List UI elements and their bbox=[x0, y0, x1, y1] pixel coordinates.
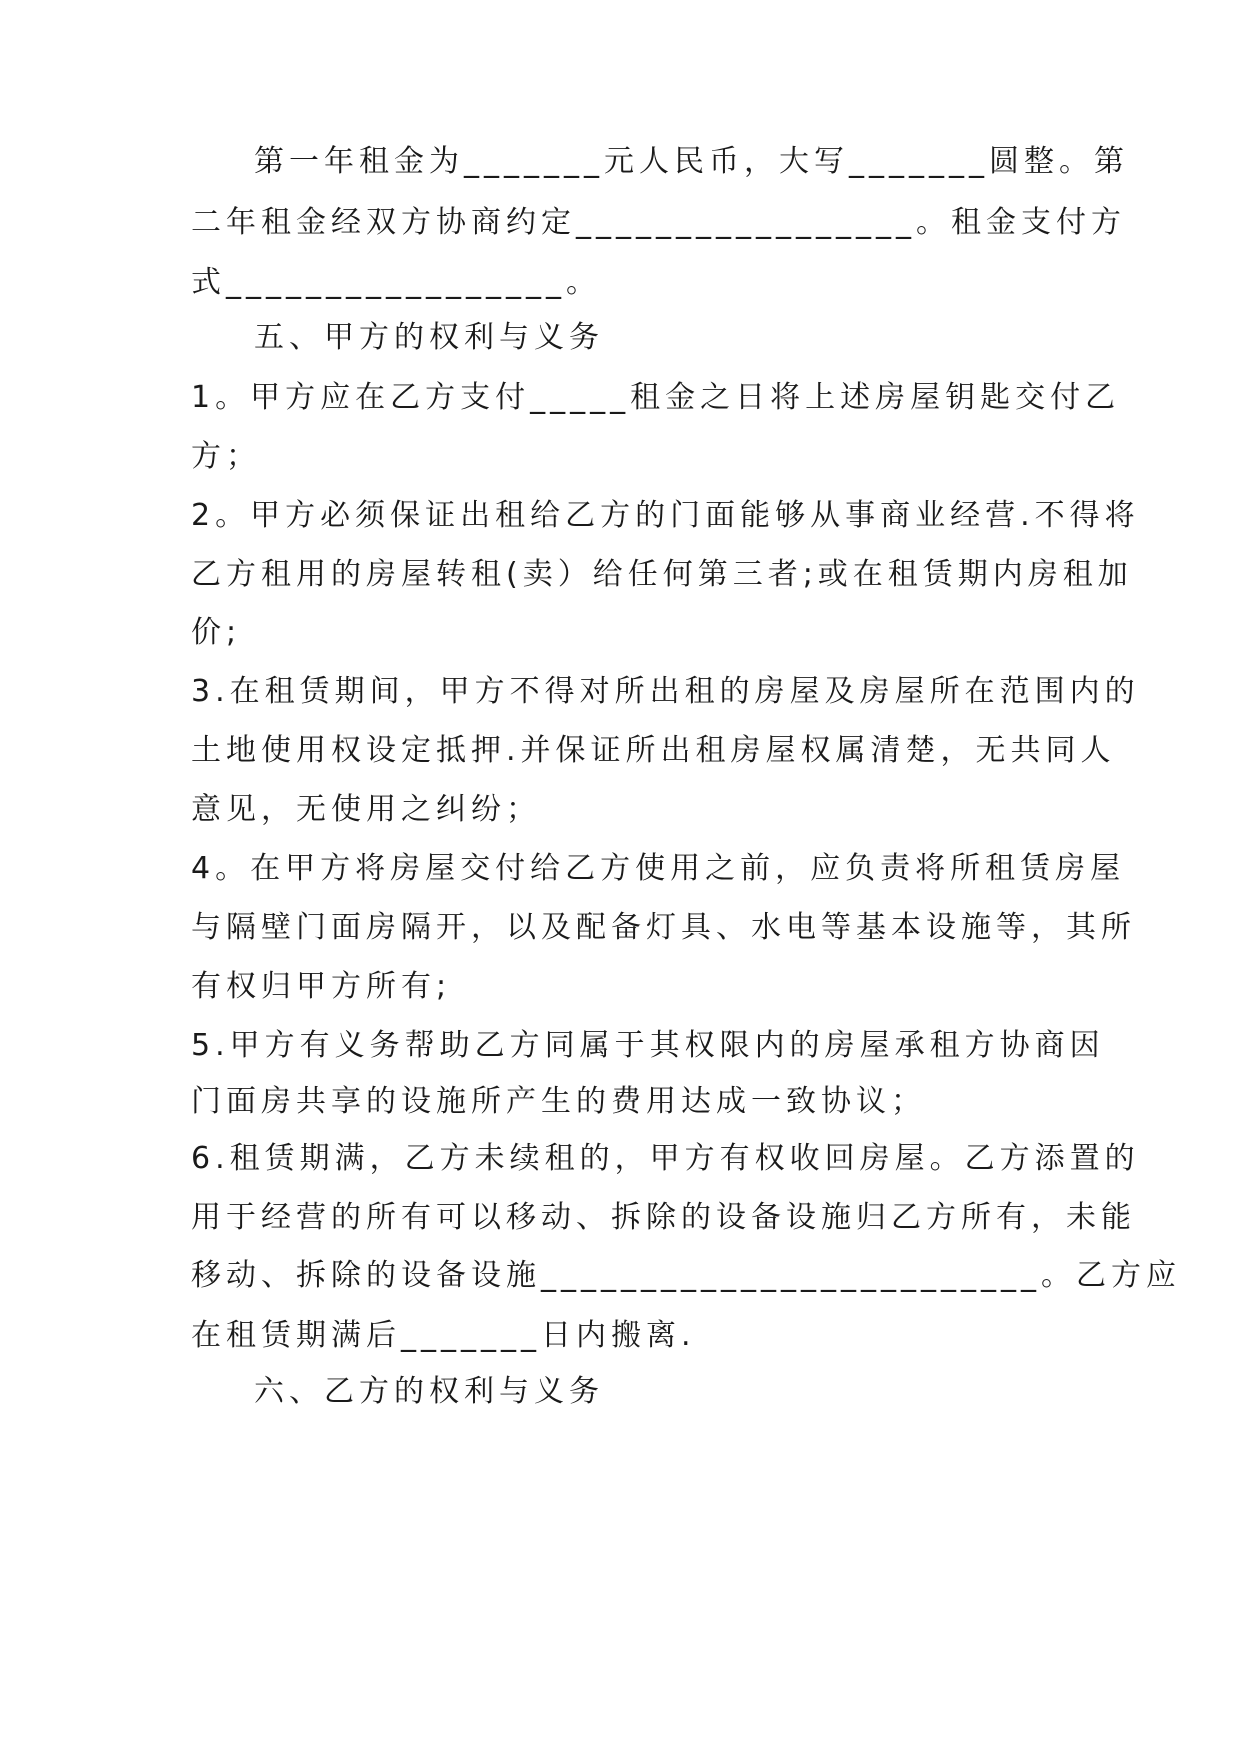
clause-2-line-3: 价; bbox=[191, 615, 242, 650]
clause-3-line-3: 意见，无使用之纠纷； bbox=[191, 792, 541, 827]
section-heading-party-a: 五、甲方的权利与义务 bbox=[254, 320, 604, 355]
clause-3-line-1: 3.在租赁期间，甲方不得对所出租的房屋及房屋所在范围内的 bbox=[191, 674, 1140, 709]
rent-second-year-line: 二年租金经双方协商约定_________________。租金支付方 bbox=[191, 205, 1126, 240]
clause-2-line-2: 乙方租用的房屋转租(卖）给任何第三者;或在租赁期内房租加 bbox=[191, 557, 1133, 592]
clause-3-line-2: 土地使用权设定抵押.并保证所出租房屋权属清楚，无共同人 bbox=[191, 733, 1116, 768]
clause-2-line-1: 2。甲方必须保证出租给乙方的门面能够从事商业经营.不得将 bbox=[191, 498, 1140, 533]
clause-6-line-3: 移动、拆除的设备设施_________________________。乙方应 bbox=[191, 1258, 1181, 1293]
clause-4-line-1: 4。在甲方将房屋交付给乙方使用之前，应负责将所租赁房屋 bbox=[191, 851, 1126, 886]
clause-1-line-2: 方； bbox=[191, 439, 261, 474]
clause-4-line-2: 与隔壁门面房隔开，以及配备灯具、水电等基本设施等，其所 bbox=[191, 910, 1136, 945]
clause-5-line-1: 5.甲方有义务帮助乙方同属于其权限内的房屋承租方协商因 bbox=[191, 1028, 1105, 1063]
rent-first-year-line: 第一年租金为_______元人民币，大写_______圆整。第 bbox=[254, 144, 1129, 179]
rent-payment-method-line: 式_________________。 bbox=[191, 265, 601, 300]
clause-4-line-3: 有权归甲方所有; bbox=[191, 969, 452, 1004]
clause-1-line-1: 1。甲方应在乙方支付_____租金之日将上述房屋钥匙交付乙 bbox=[191, 380, 1121, 415]
section-heading-party-b: 六、乙方的权利与义务 bbox=[254, 1374, 604, 1409]
clause-5-line-2: 门面房共享的设施所产生的费用达成一致协议； bbox=[191, 1084, 926, 1119]
clause-6-line-1: 6.租赁期满，乙方未续租的，甲方有权收回房屋。乙方添置的 bbox=[191, 1141, 1140, 1176]
clause-6-line-2: 用于经营的所有可以移动、拆除的设备设施归乙方所有，未能 bbox=[191, 1200, 1136, 1235]
clause-6-line-4: 在租赁期满后_______日内搬离. bbox=[191, 1318, 696, 1353]
